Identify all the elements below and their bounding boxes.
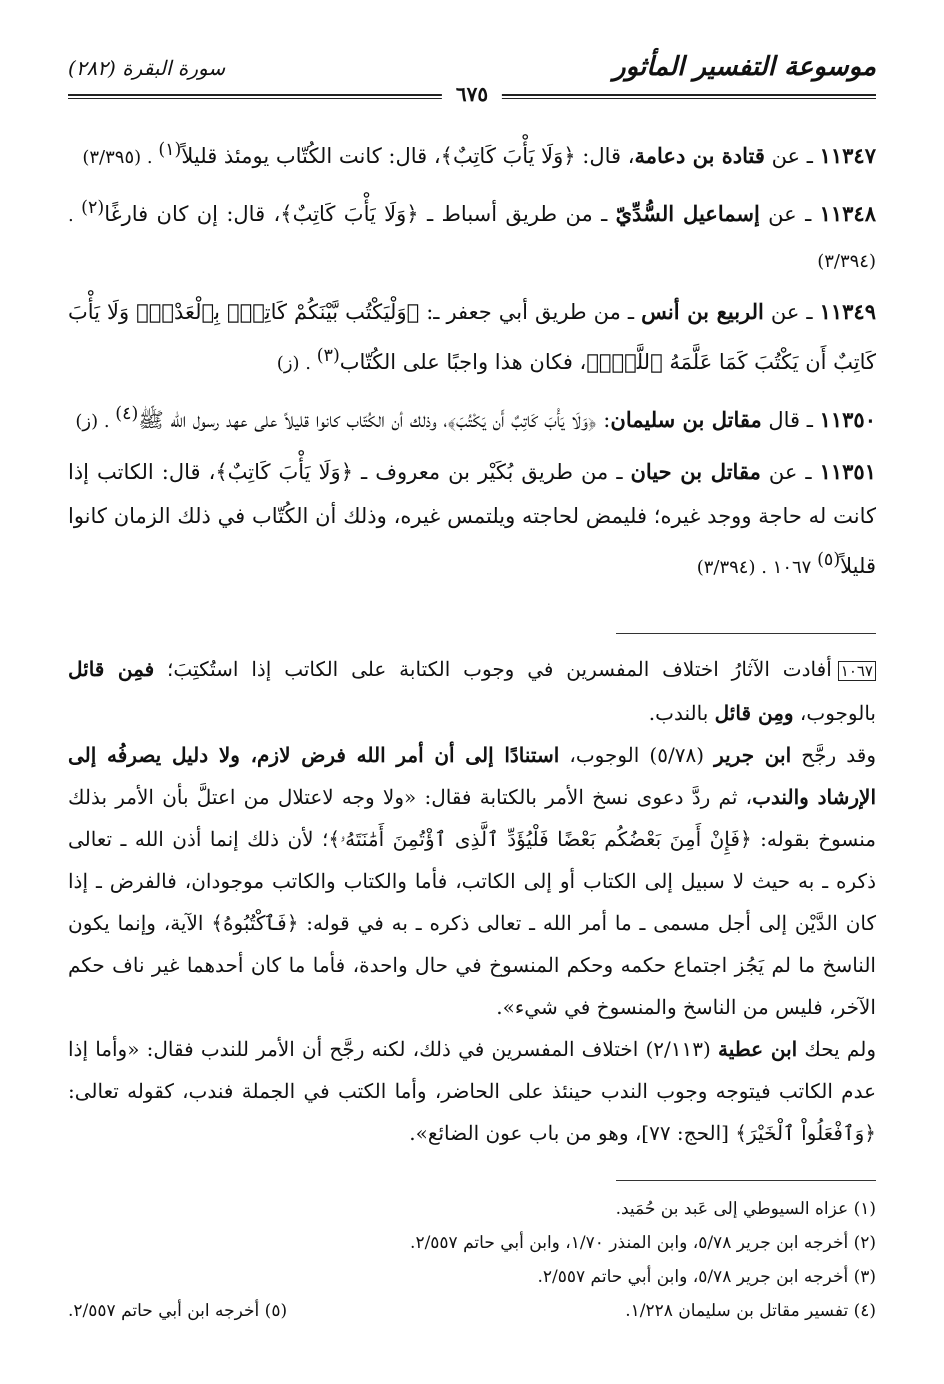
narrator-name: قتادة بن دعامة: [634, 143, 765, 168]
footnote-separator: [616, 1180, 876, 1181]
entry-number: ١١٣٤٧: [819, 143, 876, 168]
entry-text: ـ من طريق أسباط ـ ﴿وَلَا يَأْبَ كَاتِبٌ﴾، قال: إن كان فارغًا: [104, 202, 616, 226]
narrator-name: مقاتل بن سليمان: [610, 407, 762, 432]
narrator-name: إسماعيل السُّدِّيّ: [615, 201, 760, 226]
entry-prefix: ـ قال: [761, 408, 820, 432]
entry-number: ١١٣٤٩: [819, 299, 876, 324]
source-ref: ١٠٦٧ . (٣/٣٩٤): [696, 557, 818, 578]
source-ref: . (ز): [276, 353, 317, 374]
footnote-3: (٣) أخرجه ابن جرير ٥/٧٨، وابن أبي حاتم ٢/٥٥٧.: [537, 1267, 876, 1287]
commentary-separator: [616, 633, 876, 634]
footnote-2: (٢) أخرجه ابن جرير ٥/٧٨، وابن المنذر ١/٧٠، وابن أبي حاتم ٢/٥٥٧.: [410, 1233, 876, 1253]
entry-prefix: ـ عن: [760, 460, 820, 484]
scholar-name: ابن عطية: [718, 1037, 798, 1061]
footnote-ref[interactable]: (٢): [81, 198, 105, 218]
entry-prefix: ـ عن: [763, 300, 820, 324]
page-number: ٦٧٥: [442, 82, 502, 106]
footnote-5: (٥) أخرجه ابن أبي حاتم ٢/٥٥٧.: [68, 1301, 288, 1321]
source-ref: . (٣/٣٩٤): [68, 205, 876, 272]
narrator-name: الربيع بن أنس: [641, 299, 764, 324]
narrator-name: مقاتل بن حيان: [630, 459, 761, 484]
footnote-ref[interactable]: (٥): [817, 550, 841, 570]
entry-number: ١١٣٥٠: [819, 407, 876, 432]
footnote-ref[interactable]: (٣): [316, 346, 340, 366]
entry-text: ـ من طريق أبي جعفر ـ: ﴿وَلْيَكْتُب بَّيْنَكُمْ كَاتِبٌۢ بِٱلْعَدْلِۚ وَلَا يَأْبَ كَاتِبٌ أَن يَكْتُبَ كَمَا عَلَّمَهُ ٱللَّهُۚ﴾، فكان هذا واجبًا على الكُتّاب: [68, 300, 876, 374]
entry-number: ١١٣٥١: [819, 459, 876, 484]
book-title: موسوعة التفسير المأثور: [613, 52, 876, 82]
footnote-ref[interactable]: (٤): [115, 404, 139, 424]
commentary-text: (٢/١١٣) اختلاف المفسرين في ذلك، لكنه رجَّح أن الأمر للندب فقال: «وأما إذا عدم الكاتب فيتوجه وجوب الندب حينئذ على الحاضر، وأما الكتب في الجملة فندب، كقوله تعالى: ﴿وَٱفْعَلُواْ ٱلْخَيْرَ﴾ [الحج: ٧٧]، وهو من باب عون الضائع».: [68, 1037, 876, 1145]
entry-11350: [68, 392, 876, 444]
commentary-paragraph-2: [68, 734, 876, 1028]
commentary-paragraph-3: [68, 1028, 876, 1154]
surah-label: سورة البقرة (٢٨٢): [68, 56, 226, 80]
entry-text: : ﴿وَلَا يَأْبَ كَاتِبٌ أَن يَكْتُبَ﴾، وذلك أن الكُتّاب كانوا قليلاً على عهد رسول الله ﷺ: [138, 408, 611, 432]
entry-prefix: ـ عن: [759, 202, 820, 226]
commentary-text: وقد رجَّح: [791, 743, 876, 767]
commentary-text: ولم يحك: [797, 1037, 876, 1061]
entry-text: ، قال: ﴿وَلَا يَأْبَ كَاتِبٌ﴾، قال: كانت الكُتّاب يومئذ قليلاً: [181, 144, 635, 168]
commentary-number-box: ١٠٦٧: [838, 661, 876, 681]
footnote-ref[interactable]: (١): [158, 140, 182, 160]
entries: [68, 128, 876, 596]
entry-11348: [68, 186, 876, 284]
footnote-row: [68, 1294, 876, 1328]
footnote-1: (١) عزاه السيوطي إلى عَبد بن حُمَيد.: [615, 1199, 876, 1219]
running-header: [68, 52, 876, 106]
commentary-paragraph-1: [68, 648, 876, 734]
source-ref: . (ز): [75, 411, 116, 432]
source-ref: . (٣/٣٩٥): [82, 147, 159, 168]
entry-11351: [68, 450, 876, 590]
commentary-bold: فمِن قائل: [68, 657, 155, 681]
commentary: [68, 648, 876, 1154]
footnotes: [68, 1192, 876, 1328]
commentary-text: (٥/٧٨) الوجوب،: [559, 743, 715, 767]
footnote-4: (٤) تفسير مقاتل بن سليمان ١/٢٢٨.: [625, 1301, 876, 1321]
entry-number: ١١٣٤٨: [819, 201, 876, 226]
entry-11349: [68, 290, 876, 386]
commentary-bold: استنادًا إلى أن أمر الله فرض لازم، ولا دليل يصرفُه إلى الإرشاد والندب: [68, 743, 876, 809]
entry-prefix: ـ عن: [764, 144, 820, 168]
commentary-text: بالوجوب،: [793, 701, 876, 725]
commentary-text: بالندب.: [648, 701, 715, 725]
entry-11347: [68, 128, 876, 180]
commentary-text: أفادت الآثارُ اختلاف المفسرين في وجوب الكتابة على الكاتب إذا استُكتِبَ؛: [154, 657, 832, 681]
scholar-name: ابن جرير: [714, 743, 792, 767]
commentary-text: ، ثم ردَّ دعوى نسخ الأمر بالكتابة فقال: «ولا وجه لاعتلال من اعتلَّ بأن الأمر بذلك منسوخ بقوله: ﴿فَإِنْ أَمِنَ بَعْضُكُم بَعْضًا فَلْيُؤَدِّ ٱلَّذِى ٱؤْتُمِنَ أَمَٰنَتَهُۥ﴾؛ لأن ذلك إنما أذن الله ـ تعالى ذكره ـ به حيث لا سبيل إلى الكتاب أو إلى الكاتب، فأما والكتاب والكاتب موجودان، فالفرض ـ إذا كان الدَّيْن إلى أجل مسمى ـ ما أمر الله ـ تعالى ذكره ـ به في قوله: ﴿فَٱكْتُبُوهُ﴾ الآية، وإنما يكون الناسخ ما لم يَجُز اجتماع حكمه وحكم المنسوخ في حال واحدة، فأما ما كان أحدهما غير ناف حكم الآخر، فليس من الناسخ والمنسوخ في شيء».: [68, 785, 877, 1019]
commentary-bold: ومِن قائل: [714, 701, 794, 725]
entry-text: ـ من طريق بُكَيْر بن معروف ـ ﴿وَلَا يَأْبَ كَاتِبٌ﴾، قال: الكاتب إذا كانت له حاجة ووجد غيره؛ فليمض لحاجته ويلتمس غيره، وذلك أن الكُتّاب في ذلك الزمان كانوا قليلاً: [68, 460, 876, 578]
